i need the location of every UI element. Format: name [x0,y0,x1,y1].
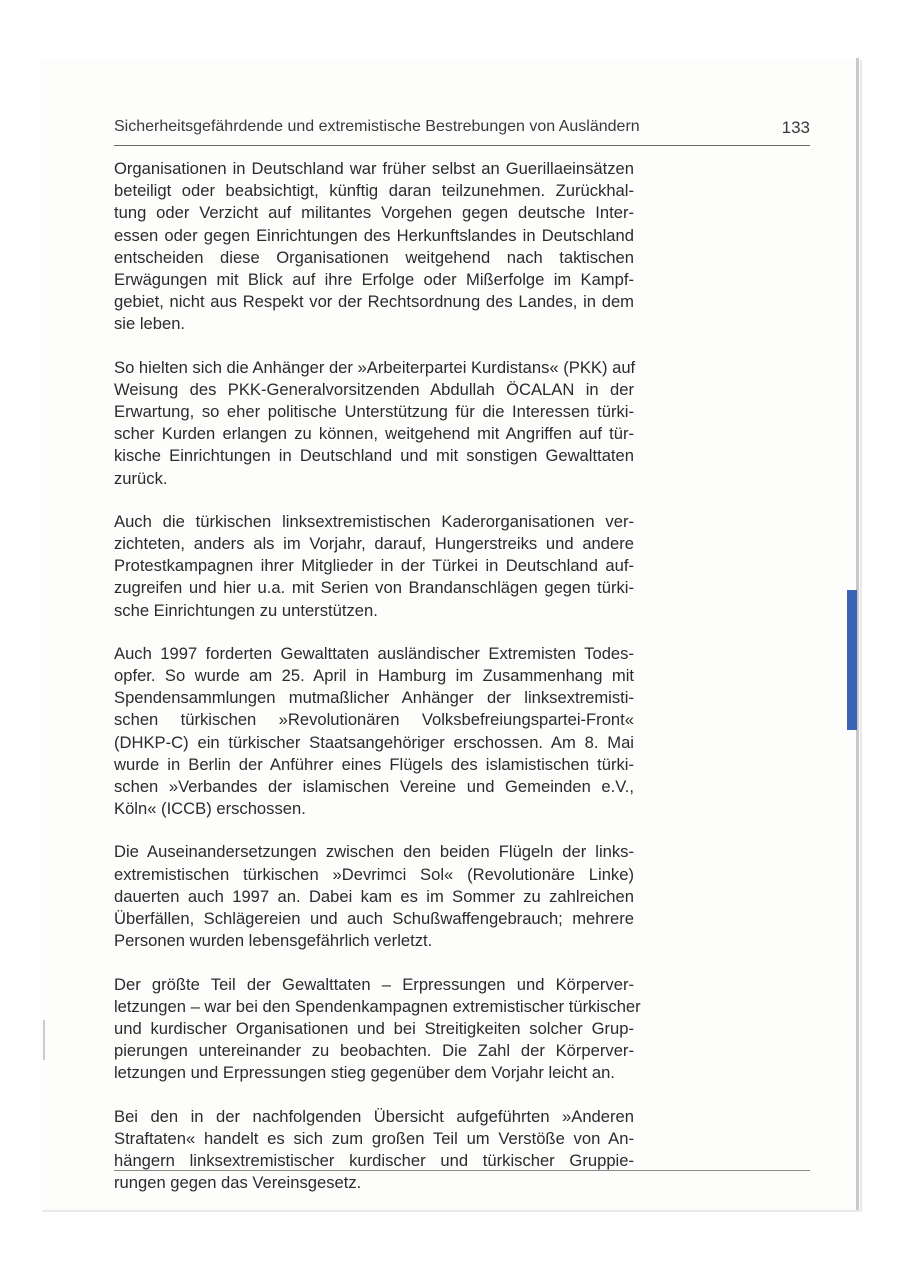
paragraph-line: Weisung des PKK-Generalvorsitzenden Abdullah ÖCALAN in der [114,379,634,399]
paragraph-line: Spendensammlungen mutmaßlicher Anhänger der linksextremisti- [114,688,634,708]
paragraph-line: tung oder Verzicht auf militantes Vorgehen gegen deutsche Inter- [114,203,634,223]
paragraph-line: wurde in Berlin der Anführer eines Flügels des islamistischen türki- [114,754,634,774]
paragraph-line: sie leben. [114,314,186,334]
paragraph-line: kische Einrichtungen in Deutschland und mit sonstigen Gewalttaten [114,446,634,466]
paragraph-line: pierungen untereinander zu beobachten. Die Zahl der Körperver- [114,1041,634,1061]
paragraph [114,158,634,336]
paragraph [114,974,641,1085]
paragraph-line: zugreifen und hier u.a. mit Serien von Brandanschlägen gegen türki- [114,578,634,598]
paragraph-line: entscheiden diese Organisationen weitgehend nach taktischen [114,247,634,267]
footer-rule [114,1170,810,1171]
running-header-title: Sicherheitsgefährdende und extremistische Bestrebungen von Ausländern [114,118,640,135]
paragraph-line: letzungen und Erpressungen stieg gegenüber dem Vorjahr leicht an. [114,1063,615,1083]
paragraph-line: sche Einrichtungen zu unterstützen. [114,600,378,620]
chapter-thumb-tab [847,590,857,730]
paragraph-line: opfer. So wurde am 25. April in Hamburg im Zusammenhang mit [114,666,634,686]
paragraph-line: So hielten sich die Anhänger der »Arbeiterpartei Kurdistans« (PKK) auf [114,357,636,377]
paragraph-line: Organisationen in Deutschland war früher selbst an Guerillaeinsätzen [114,159,634,178]
paragraph-line: Erwägungen mit Blick auf ihre Erfolge oder Mißerfolge im Kampf- [114,270,634,290]
paragraph [114,511,634,622]
paragraph-line: Personen wurden lebensgefährlich verletzt. [114,931,433,951]
paragraph-line: Straftaten« handelt es sich zum großen Teil um Verstöße von An- [114,1128,634,1148]
paragraph-line: zurück. [114,468,168,488]
paragraph-line: gebiet, nicht aus Respekt vor der Rechtsordnung des Landes, in dem [114,292,634,312]
paragraph [114,357,634,490]
paragraph-line: extremistischen türkischen »Devrimci Sol« (Revolutionäre Linke) [114,864,634,884]
paragraph-line: zichteten, anders als im Vorjahr, darauf, Hungerstreiks und andere [114,534,634,554]
paragraph-line: Bei den in der nachfolgenden Übersicht aufgeführten »Anderen [114,1106,634,1126]
paragraph-line: rungen gegen das Vereinsgesetz. [114,1173,362,1193]
paragraph-line: Der größte Teil der Gewalttaten – Erpressungen und Körperver- [114,974,634,994]
page-number: 133 [781,118,810,137]
paragraph-line: hängern linksextremistischer kurdischer und türkischer Gruppie- [114,1150,634,1170]
paragraph-line: beteiligt oder beabsichtigt, künftig daran teilzunehmen. Zurückhal- [114,181,634,201]
paragraph-line: schen türkischen »Revolutionären Volksbefreiungspartei-Front« [114,710,634,730]
paragraph-line: (DHKP-C) ein türkischer Staatsangehöriger erschossen. Am 8. Mai [114,732,634,752]
paragraph-line: und kurdischer Organisationen und bei Streitigkeiten solcher Grup- [114,1018,634,1038]
paragraph-line: essen oder gegen Einrichtungen des Herkunftslandes in Deutschland [114,225,634,245]
header-rule [114,145,810,146]
running-header [114,118,810,144]
paragraph [114,841,634,952]
paragraph-line: Erwartung, so eher politische Unterstützung für die Interessen türki- [114,402,634,422]
paragraph-line: letzungen – war bei den Spendenkampagnen extremistischer türkischer [114,996,641,1016]
paragraph [114,1106,634,1195]
paragraph-line: Überfällen, Schlägereien und auch Schußwaffengebrauch; mehrere [114,909,634,929]
paragraph-line: Die Auseinandersetzungen zwischen den beiden Flügeln der links- [114,842,634,862]
paragraph-line: scher Kurden erlangen zu können, weitgehend mit Angriffen auf tür- [114,424,634,444]
paragraph-line: dauerten auch 1997 an. Dabei kam es im Sommer zu zahlreichen [114,886,634,906]
margin-mark [43,1020,45,1060]
paragraph-line: Protestkampagnen ihrer Mitglieder in der Türkei in Deutschland auf- [114,556,634,576]
paragraph-line: Auch die türkischen linksextremistischen Kaderorganisationen ver- [114,511,634,531]
paragraph-line: schen »Verbandes der islamischen Vereine und Gemeinden e.V., [114,777,634,797]
paragraph-line: Auch 1997 forderten Gewalttaten ausländischer Extremisten Todes- [114,643,634,663]
paragraph-line: Köln« (ICCB) erschossen. [114,799,306,819]
body-text [114,158,641,1215]
paragraph [114,643,634,821]
